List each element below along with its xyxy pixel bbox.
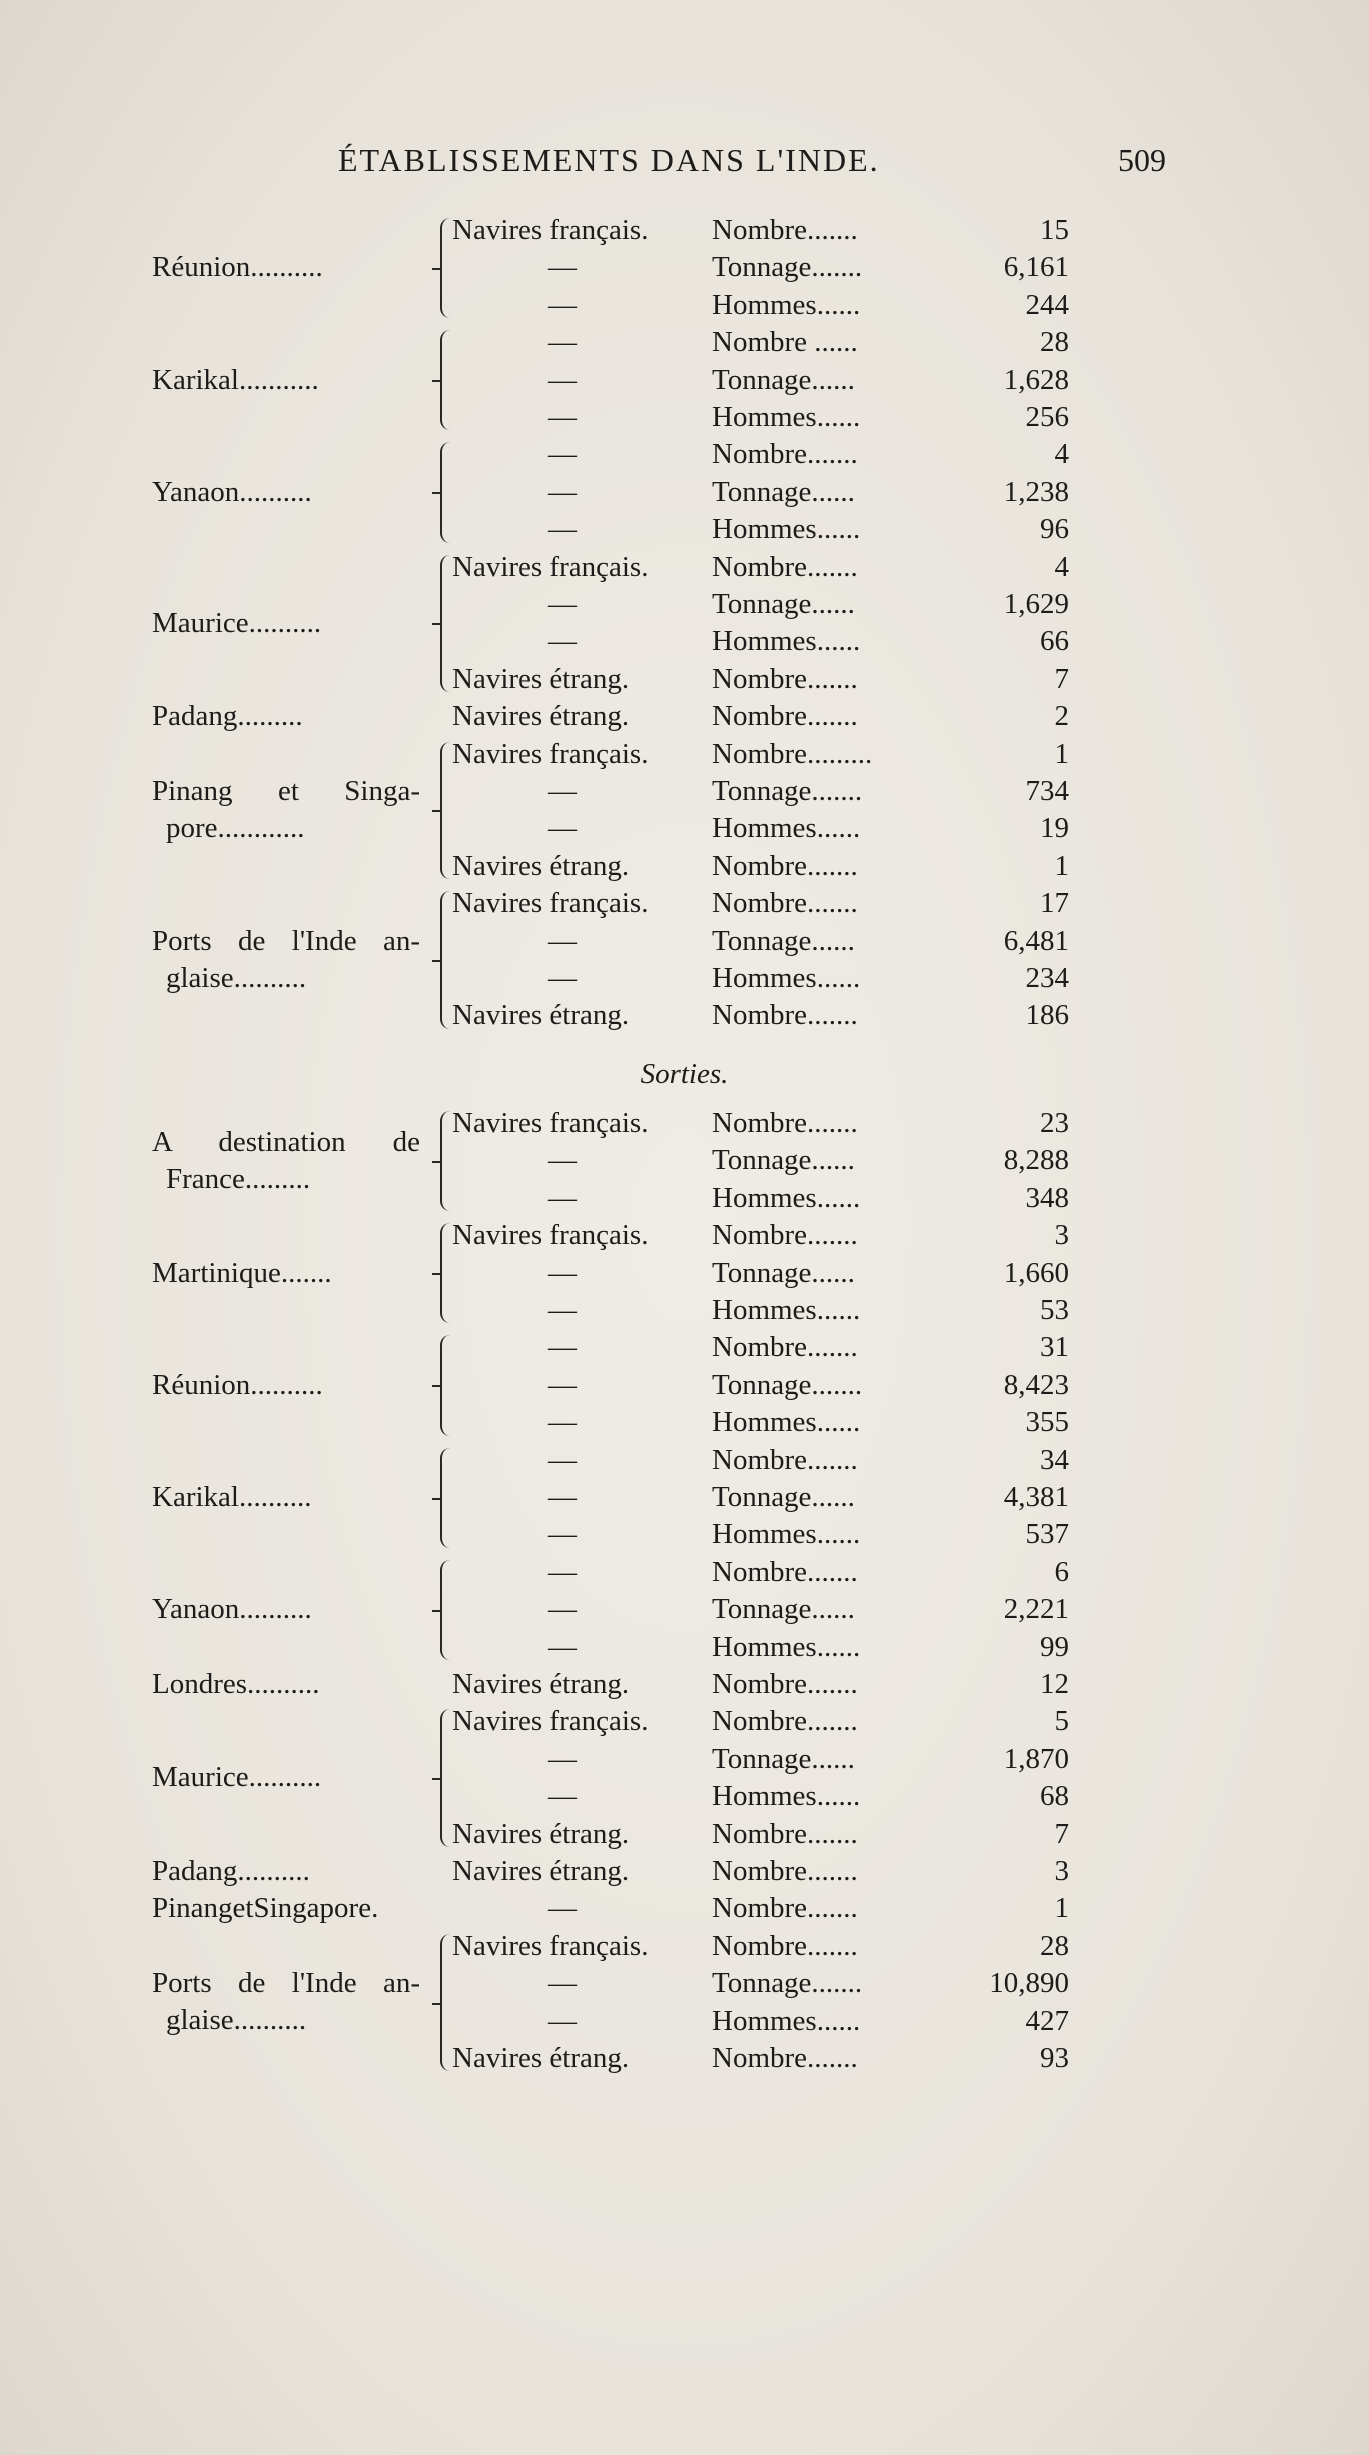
table-row (0, 1217, 1369, 1254)
measure-label: Tonnage...... (712, 363, 855, 396)
table-row (0, 1367, 1369, 1404)
measure-value: 4 (1054, 438, 1069, 471)
measure-label: Tonnage....... (712, 1967, 863, 2000)
measure-value: 1,870 (1003, 1742, 1069, 1775)
vessel-category: Navires étrang. (452, 662, 630, 695)
table-row (0, 1329, 1369, 1366)
place-group (0, 885, 1369, 1035)
vessel-category: — (548, 1406, 577, 1439)
vessel-category: — (548, 625, 577, 658)
measure-value: 23 (1040, 1107, 1069, 1139)
table-row (0, 1292, 1369, 1329)
place-name-line: Ports de l'Inde an- (152, 1967, 420, 2000)
table-row (0, 1442, 1369, 1479)
measure-label: Hommes...... (712, 1630, 861, 1663)
measure-label: Tonnage....... (712, 774, 863, 807)
measure-value: 12 (1040, 1668, 1069, 1700)
section-heading-sorties: Sorties. (640, 1058, 729, 1090)
vessel-category: Navires étrang. (452, 999, 630, 1032)
place-name-line: Maurice.......... (152, 1761, 322, 1794)
table-row (0, 1890, 1369, 1927)
table-row (0, 1741, 1369, 1778)
place-group (0, 1217, 1369, 1329)
measure-value: 234 (1025, 961, 1069, 994)
table-row (0, 1142, 1369, 1179)
measure-label: Nombre....... (712, 214, 858, 246)
vessel-category: Navires français. (452, 1705, 649, 1738)
vessel-category: — (548, 1181, 577, 1214)
place-name-line: Réunion.......... (152, 1368, 323, 1401)
measure-label: Nombre ...... (712, 326, 858, 359)
vessel-category: Navires étrang. (452, 2041, 630, 2074)
place-group (0, 736, 1369, 886)
measure-value: 244 (1025, 288, 1069, 321)
table-row (0, 436, 1369, 473)
place-name-line: glaise.......... (166, 961, 307, 994)
measure-value: 537 (1025, 1518, 1069, 1551)
vessel-category: — (548, 1293, 577, 1326)
place-group (0, 698, 1369, 735)
measure-value: 68 (1040, 1780, 1069, 1813)
measure-value: 355 (1025, 1406, 1069, 1439)
measure-value: 2,221 (1003, 1593, 1069, 1626)
table-row (0, 1105, 1369, 1142)
vessel-category: — (548, 961, 577, 994)
measure-label: Hommes...... (712, 1406, 861, 1439)
table-row (0, 586, 1369, 623)
place-group (0, 1890, 1369, 1927)
page-number: 509 (1118, 142, 1166, 178)
place-group (0, 436, 1369, 548)
vessel-category: Navires français. (452, 887, 649, 920)
measure-value: 2 (1054, 700, 1069, 733)
place-name-line: A destination de (152, 1125, 420, 1158)
measure-value: 3 (1054, 1855, 1069, 1887)
table-row (0, 1703, 1369, 1740)
running-head (0, 142, 1369, 192)
measure-label: Hommes...... (712, 1518, 861, 1551)
measure-value: 734 (1025, 774, 1069, 807)
place-name-line: Ports de l'Inde an- (152, 924, 420, 957)
measure-value: 93 (1040, 2041, 1069, 2074)
vessel-category: Navires étrang. (452, 1855, 630, 1887)
measure-value: 1 (1054, 737, 1069, 770)
vessel-category: — (548, 1518, 577, 1551)
measure-value: 1,238 (1003, 475, 1069, 508)
measure-value: 10,890 (989, 1967, 1069, 2000)
measure-label: Hommes...... (712, 1780, 861, 1813)
measure-label: Hommes...... (712, 1181, 861, 1214)
table-row (0, 1853, 1369, 1890)
vessel-category: — (548, 475, 577, 508)
measure-label: Nombre....... (712, 1219, 858, 1252)
measure-label: Nombre....... (712, 550, 858, 583)
measure-label: Nombre....... (712, 1107, 858, 1139)
measure-label: Tonnage...... (712, 1742, 855, 1775)
table-row (0, 1479, 1369, 1516)
table-row (0, 1778, 1369, 1815)
measure-value: 1 (1054, 1892, 1069, 1925)
measure-label: Nombre....... (712, 1668, 858, 1700)
measure-value: 53 (1040, 1293, 1069, 1326)
vessel-category: — (548, 924, 577, 957)
measure-label: Tonnage...... (712, 924, 855, 957)
place-group (0, 1105, 1369, 1217)
place-name-line: PinangetSingapore. (152, 1892, 379, 1925)
measure-value: 34 (1040, 1443, 1069, 1476)
measure-label: Hommes...... (712, 2004, 861, 2037)
table-row (0, 1666, 1369, 1703)
measure-label: Hommes...... (712, 1293, 861, 1326)
vessel-category: Navires français. (452, 1929, 649, 1962)
measure-label: Nombre....... (712, 1705, 858, 1738)
vessel-category: — (548, 812, 577, 845)
place-name-line: Réunion.......... (152, 251, 323, 284)
measure-label: Nombre....... (712, 887, 858, 920)
place-name-line: Londres.......... (152, 1668, 320, 1700)
measure-value: 7 (1054, 1817, 1069, 1850)
vessel-category: — (548, 1892, 577, 1925)
measure-value: 15 (1040, 214, 1069, 246)
vessel-category: — (548, 1144, 577, 1177)
measure-value: 4 (1054, 550, 1069, 583)
measure-value: 4,381 (1003, 1480, 1069, 1513)
measure-label: Nombre....... (712, 1555, 858, 1588)
measure-value: 1,628 (1003, 363, 1069, 396)
table-row (0, 1255, 1369, 1292)
measure-label: Nombre....... (712, 1331, 858, 1364)
place-name-line: Karikal........... (152, 363, 319, 396)
measure-label: Nombre....... (712, 999, 858, 1032)
place-name-line: Maurice.......... (152, 606, 322, 639)
table-row (0, 287, 1369, 324)
place-name-line: Yanaon.......... (152, 1593, 312, 1626)
place-group (0, 1442, 1369, 1554)
measure-value: 28 (1040, 326, 1069, 359)
measure-label: Tonnage...... (712, 1256, 855, 1289)
place-group (0, 1928, 1369, 2078)
measure-label: Hommes...... (712, 961, 861, 994)
table-row (0, 1928, 1369, 1965)
table-row (0, 810, 1369, 847)
table-row (0, 1554, 1369, 1591)
place-group (0, 1554, 1369, 1666)
place-name-line: Padang......... (152, 700, 303, 733)
measure-label: Nombre....... (712, 849, 858, 882)
measure-value: 31 (1040, 1331, 1069, 1364)
measure-label: Nombre....... (712, 1443, 858, 1476)
measure-label: Tonnage....... (712, 251, 863, 284)
place-name-line: pore............ (166, 811, 305, 844)
table-row (0, 1591, 1369, 1628)
measure-label: Nombre....... (712, 1892, 858, 1925)
measure-label: Nombre....... (712, 1855, 858, 1887)
place-name-line: glaise.......... (166, 2004, 307, 2037)
measure-label: Nombre......... (712, 737, 873, 770)
measure-value: 28 (1040, 1929, 1069, 1962)
place-group (0, 1703, 1369, 1853)
place-name-line: Karikal.......... (152, 1480, 312, 1513)
table-row (0, 511, 1369, 548)
vessel-category: — (548, 326, 577, 359)
measure-value: 6,481 (1003, 924, 1069, 957)
table-row (0, 1629, 1369, 1666)
place-group (0, 212, 1369, 324)
table-row (0, 1404, 1369, 1441)
vessel-category: — (548, 1331, 577, 1364)
place-group (0, 1853, 1369, 1890)
table-row (0, 1965, 1369, 2002)
measure-value: 348 (1025, 1181, 1069, 1214)
place-name-line: Martinique....... (152, 1256, 332, 1289)
table-row (0, 474, 1369, 511)
table-row (0, 661, 1369, 698)
measure-label: Tonnage...... (712, 1480, 855, 1513)
table-row (0, 997, 1369, 1034)
measure-value: 256 (1025, 400, 1069, 433)
table-row (0, 698, 1369, 735)
place-name-line: Yanaon.......... (152, 475, 312, 508)
measure-value: 5 (1054, 1705, 1069, 1738)
vessel-category: — (548, 400, 577, 433)
table-row (0, 1180, 1369, 1217)
vessel-category: — (548, 438, 577, 471)
vessel-category: Navires étrang. (452, 849, 630, 882)
measure-value: 7 (1054, 662, 1069, 695)
vessel-category: Navires étrang. (452, 1817, 630, 1850)
vessel-category: — (548, 1443, 577, 1476)
measure-label: Nombre....... (712, 438, 858, 471)
measure-value: 427 (1025, 2004, 1069, 2037)
running-title: ÉTABLISSEMENTS DANS L'INDE. (338, 142, 880, 178)
place-name-line: Padang.......... (152, 1855, 310, 1887)
measure-label: Hommes...... (712, 625, 861, 658)
measure-label: Hommes...... (712, 400, 861, 433)
measure-value: 1,629 (1003, 587, 1069, 620)
measure-value: 6,161 (1003, 251, 1069, 284)
vessel-category: Navires français. (452, 1219, 649, 1252)
table-row (0, 2003, 1369, 2040)
vessel-category: Navires français. (452, 1107, 649, 1139)
place-name-line: France......... (166, 1162, 311, 1195)
table-row (0, 212, 1369, 249)
measure-label: Tonnage...... (712, 587, 855, 620)
table-row (0, 249, 1369, 286)
vessel-category: — (548, 2004, 577, 2037)
measure-label: Hommes...... (712, 812, 861, 845)
measure-value: 96 (1040, 513, 1069, 546)
table-row (0, 736, 1369, 773)
vessel-category: — (548, 363, 577, 396)
measure-label: Tonnage...... (712, 1144, 855, 1177)
table-row (0, 773, 1369, 810)
table-row (0, 848, 1369, 885)
vessel-category: — (548, 1630, 577, 1663)
measure-value: 8,423 (1003, 1368, 1069, 1401)
measure-value: 186 (1025, 999, 1069, 1032)
place-group (0, 1329, 1369, 1441)
place-group (0, 549, 1369, 699)
place-name-line: Pinang et Singa- (152, 774, 420, 807)
measure-value: 19 (1040, 812, 1069, 845)
vessel-category: — (548, 1967, 577, 2000)
measure-value: 66 (1040, 625, 1069, 658)
table-row (0, 960, 1369, 997)
vessel-category: Navires français. (452, 737, 649, 770)
measure-label: Tonnage...... (712, 1593, 855, 1626)
measure-label: Hommes...... (712, 288, 861, 321)
measure-label: Nombre....... (712, 1817, 858, 1850)
vessel-category: Navires français. (452, 550, 649, 583)
table-row (0, 549, 1369, 586)
table-row (0, 1816, 1369, 1853)
table-row (0, 923, 1369, 960)
measure-label: Hommes...... (712, 513, 861, 546)
table-row (0, 2040, 1369, 2077)
measure-label: Nombre....... (712, 662, 858, 695)
vessel-category: — (548, 1780, 577, 1813)
table-row (0, 324, 1369, 361)
table-row (0, 362, 1369, 399)
vessel-category: — (548, 1480, 577, 1513)
vessel-category: — (548, 1593, 577, 1626)
measure-value: 1 (1054, 849, 1069, 882)
measure-label: Nombre....... (712, 700, 858, 733)
vessel-category: — (548, 1368, 577, 1401)
vessel-category: — (548, 251, 577, 284)
vessel-category: Navires étrang. (452, 700, 630, 733)
vessel-category: — (548, 288, 577, 321)
table-row (0, 1516, 1369, 1553)
vessel-category: — (548, 774, 577, 807)
measure-value: 1,660 (1003, 1256, 1069, 1289)
table-row (0, 885, 1369, 922)
table-row (0, 623, 1369, 660)
vessel-category: — (548, 587, 577, 620)
vessel-category: — (548, 1555, 577, 1588)
vessel-category: Navires français. (452, 214, 649, 246)
measure-label: Nombre....... (712, 1929, 858, 1962)
place-group (0, 324, 1369, 436)
place-group (0, 1666, 1369, 1703)
measure-value: 8,288 (1003, 1144, 1069, 1177)
measure-label: Tonnage...... (712, 475, 855, 508)
measure-label: Nombre....... (712, 2041, 858, 2074)
measure-value: 99 (1040, 1630, 1069, 1663)
vessel-category: — (548, 1256, 577, 1289)
measure-value: 17 (1040, 887, 1069, 920)
table-row (0, 399, 1369, 436)
measure-label: Tonnage....... (712, 1368, 863, 1401)
vessel-category: — (548, 1742, 577, 1775)
measure-value: 6 (1054, 1555, 1069, 1588)
vessel-category: Navires étrang. (452, 1668, 630, 1700)
vessel-category: — (548, 513, 577, 546)
measure-value: 3 (1054, 1219, 1069, 1252)
